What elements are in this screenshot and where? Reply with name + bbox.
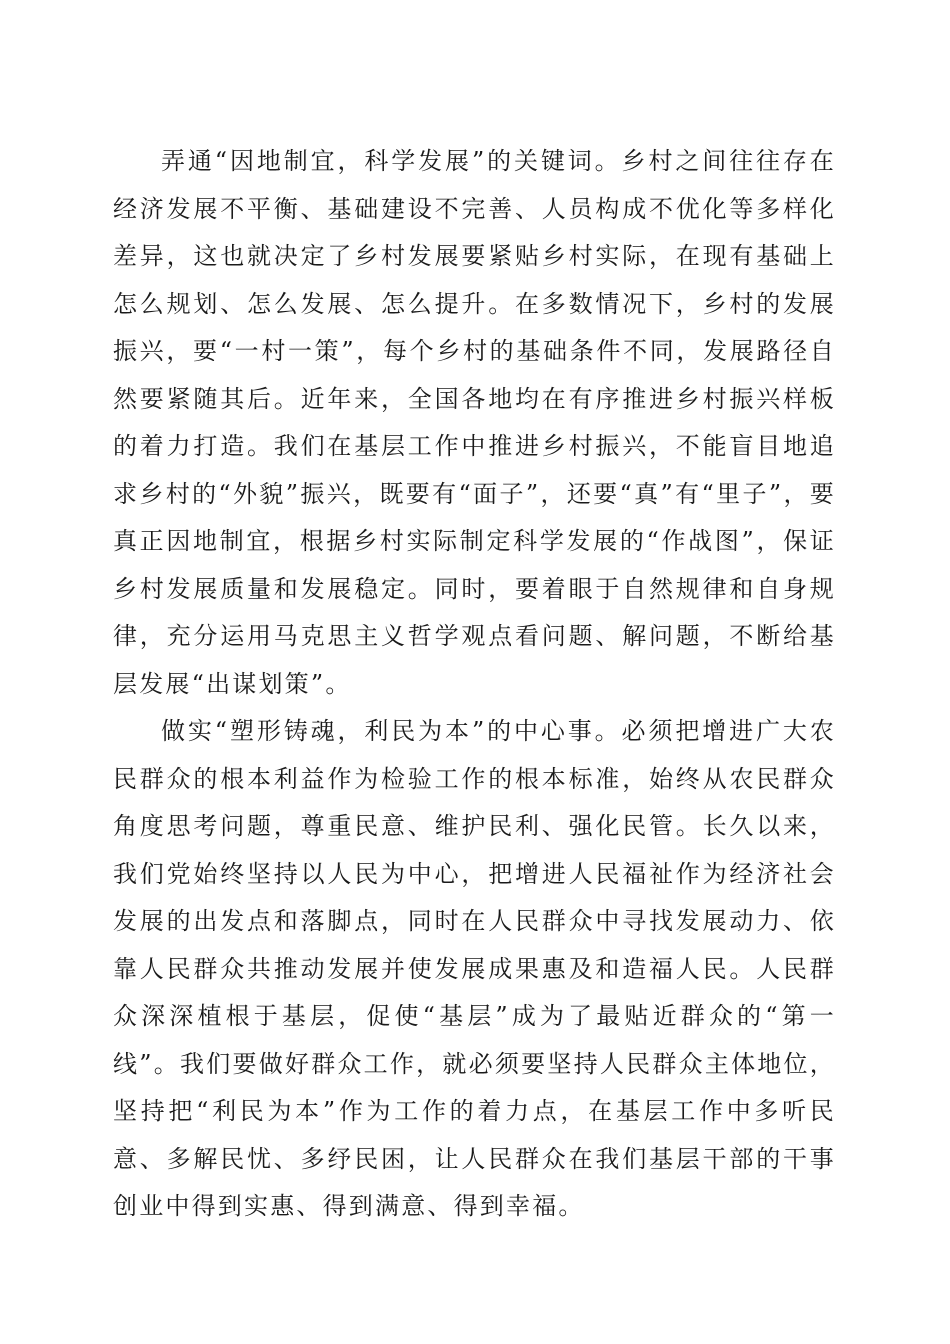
paragraph-2: 做实“塑形铸魂，利民为本”的中心事。必须把增进广大农民群众的根本利益作为检验工作的根本标准，始终从农民群众角度思考问题，尊重民意、维护民利、强化民管。长久以来，我们党始终坚持以人民为中心，把增进人民福祉作为经济社会发展的出发点和落脚点，同时在人民群众中寻找发展动力、依靠人民群众共推动发展并使发展成果惠及和造福人民。人民群众深深植根于基层，促使“基层”成为了最贴近群众的“第一线”。我们要做好群众工作，就必须要坚持人民群众主体地位，坚持把“利民为本”作为工作的着力点，在基层工作中多听民意、多解民忧、多纾民困，让人民群众在我们基层干部的干事创业中得到实惠、得到满意、得到幸福。 <box>113 717 836 1220</box>
paragraph-1: 弄通“因地制宜，科学发展”的关键词。乡村之间往往存在经济发展不平衡、基础建设不完善、人员构成不优化等多样化差异，这也就决定了乡村发展要紧贴乡村实际，在现有基础上怎么规划、怎么发展、怎么提升。在多数情况下，乡村的发展振兴，要“一村一策”，每个乡村的基础条件不同，发展路径自然要紧随其后。近年来，全国各地均在有序推进乡村振兴样板的着力打造。我们在基层工作中推进乡村振兴，不能盲目地追求乡村的“外貌”振兴，既要有“面子”，还要“真”有“里子”，要真正因地制宜，根据乡村实际制定科学发展的“作战图”，保证乡村发展质量和发展稳定。同时，要着眼于自然规律和自身规律，充分运用马克思主义哲学观点看问题、解问题，不断给基层发展“出谋划策”。 <box>113 147 836 698</box>
body-text <box>113 138 836 1231</box>
